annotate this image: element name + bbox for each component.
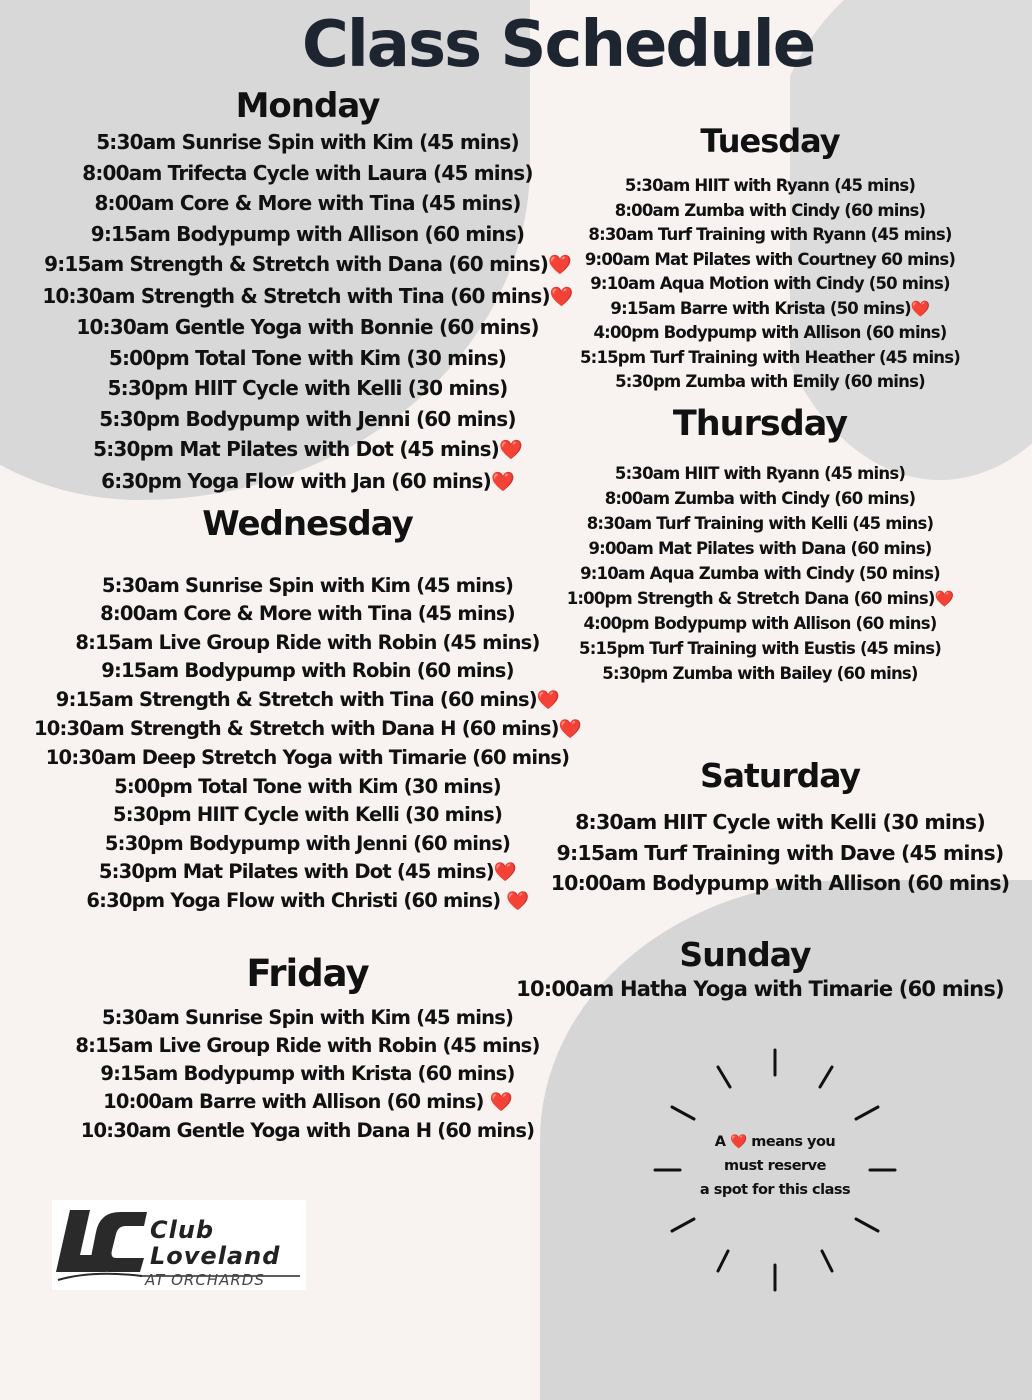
heart-icon: ❤️ xyxy=(558,719,581,741)
class-item xyxy=(20,127,595,158)
class-text: 9:00am Mat Pilates with Courtney 60 mins) xyxy=(584,249,956,269)
class-item xyxy=(20,158,595,189)
class-item xyxy=(20,744,595,772)
class-item xyxy=(20,1004,595,1032)
class-item xyxy=(545,636,975,661)
day-heading-thursday: Thursday xyxy=(672,404,848,444)
class-item xyxy=(545,511,975,536)
class-text: 8:00am Zumba with Cindy (60 mins) xyxy=(604,489,916,508)
logo-orchards-text: AT ORCHARDS xyxy=(145,1271,265,1289)
class-text: 5:30pm HIIT Cycle with Kelli (30 mins) xyxy=(112,803,503,827)
class-item xyxy=(20,572,595,600)
class-item xyxy=(555,272,985,297)
class-item xyxy=(555,223,985,248)
class-text: 10:00am Bodypump with Allison (60 mins) xyxy=(550,871,1010,895)
class-item xyxy=(20,434,595,466)
legend-line-3: a spot for this class xyxy=(699,1182,851,1198)
class-item xyxy=(20,219,595,250)
class-text: 8:00am Core & More with Tina (45 mins) xyxy=(94,191,521,215)
class-text: 9:10am Aqua Zumba with Cindy (50 mins) xyxy=(580,564,940,583)
class-text: 9:00am Mat Pilates with Dana (60 mins) xyxy=(588,539,932,558)
legend-line-2: must reserve xyxy=(724,1158,826,1174)
heart-icon: ❤️ xyxy=(506,891,529,913)
class-text: 10:30am Strength & Stretch with Dana H (60 mins) xyxy=(33,717,559,741)
class-item xyxy=(555,199,985,224)
class-text: 8:00am Trifecta Cycle with Laura (45 mins) xyxy=(82,160,533,185)
class-text: 8:30am HIIT Cycle with Kelli (30 mins) xyxy=(575,810,985,834)
class-text: 10:30am Gentle Yoga with Bonnie (60 mins) xyxy=(76,315,539,339)
class-text: 5:15pm Turf Training with Heather (45 mins) xyxy=(579,347,961,367)
class-text: 10:00am Hatha Yoga with Timarie (60 mins) xyxy=(516,977,1004,1001)
legend-suffix: means you xyxy=(751,1134,836,1150)
class-text: 5:30pm Bodypump with Jenni (60 mins) xyxy=(104,831,511,855)
class-item xyxy=(20,404,595,435)
logo-loveland-text: Loveland xyxy=(150,1242,281,1270)
class-text: 5:30pm Mat Pilates with Dot (45 mins) xyxy=(98,860,494,884)
heart-icon: ❤️ xyxy=(730,1134,747,1150)
class-text: 5:30am HIIT with Ryann (45 mins) xyxy=(624,176,916,195)
class-text: 9:15am Strength & Stretch with Dana (60 mins) xyxy=(44,252,549,276)
class-text: 8:15am Live Group Ride with Robin (45 mins) xyxy=(75,1034,540,1057)
class-text: 10:00am Barre with Allison (60 mins) xyxy=(103,1090,490,1113)
class-item xyxy=(555,321,985,346)
class-text: 10:30am Strength & Stretch with Tina (60 mins) xyxy=(42,283,550,308)
class-text: 10:30am Gentle Yoga with Dana H (60 mins) xyxy=(80,1119,535,1142)
class-item xyxy=(20,1117,595,1145)
class-item xyxy=(555,346,985,371)
class-item xyxy=(20,686,595,715)
class-text: 4:00pm Bodypump with Allison (60 mins) xyxy=(583,614,937,633)
class-item xyxy=(20,801,595,829)
class-text: 5:00pm Total Tone with Kim (30 mins) xyxy=(108,345,507,370)
heart-icon: ❤️ xyxy=(549,285,573,308)
class-item xyxy=(545,461,975,486)
class-text: 6:30pm Yoga Flow with Christi (60 mins) xyxy=(86,889,507,913)
class-list-sunday xyxy=(500,974,1020,1004)
class-item xyxy=(545,611,975,636)
class-item xyxy=(20,466,595,498)
class-text: 9:15am Strength & Stretch with Tina (60 mins) xyxy=(55,687,537,711)
class-text: 1:00pm Strength & Stretch Dana (60 mins) xyxy=(566,589,935,608)
day-heading-sunday: Sunday xyxy=(679,935,811,974)
class-item xyxy=(20,629,595,657)
class-item xyxy=(545,561,975,586)
class-list-friday xyxy=(20,1004,595,1145)
class-item xyxy=(540,868,1020,899)
class-item xyxy=(20,830,595,858)
class-item xyxy=(555,297,985,322)
page-title: Class Schedule xyxy=(301,8,815,82)
class-text: 10:30am Deep Stretch Yoga with Timarie (60 mins) xyxy=(45,746,570,770)
heart-icon: ❤️ xyxy=(934,589,954,608)
class-text: 9:10am Aqua Motion with Cindy (50 mins) xyxy=(590,274,950,293)
class-text: 9:15am Bodypump with Krista (60 mins) xyxy=(100,1062,515,1085)
class-item xyxy=(545,586,975,611)
class-text: 9:15am Barre with Krista (50 mins) xyxy=(610,298,911,318)
class-item xyxy=(20,249,595,281)
class-list-wednesday xyxy=(20,572,595,917)
class-item xyxy=(20,715,595,744)
class-text: 9:15am Bodypump with Robin (60 mins) xyxy=(101,659,514,683)
legend-prefix: A xyxy=(714,1134,726,1150)
day-heading-tuesday: Tuesday xyxy=(700,122,840,160)
logo-club-text: Club xyxy=(150,1216,215,1244)
class-text: 5:30am HIIT with Ryann (45 mins) xyxy=(614,464,906,483)
class-text: 8:15am Live Group Ride with Robin (45 mins) xyxy=(75,630,540,654)
class-text: 8:30am Turf Training with Kelli (45 mins) xyxy=(586,514,934,533)
class-item xyxy=(20,1060,595,1088)
class-text: 9:15am Bodypump with Allison (60 mins) xyxy=(90,221,525,246)
class-text: 8:00am Zumba with Cindy (60 mins) xyxy=(614,200,926,220)
day-heading-wednesday: Wednesday xyxy=(202,504,413,544)
class-text: 5:15pm Turf Training with Eustis (45 mins) xyxy=(579,639,941,658)
heart-icon: ❤️ xyxy=(910,298,930,318)
class-item xyxy=(20,188,595,219)
class-item xyxy=(20,373,595,404)
reserve-legend xyxy=(680,1130,870,1202)
class-text: 5:30am Sunrise Spin with Kim (45 mins) xyxy=(101,1006,514,1029)
heart-icon: ❤️ xyxy=(489,1092,512,1113)
class-item xyxy=(20,858,595,887)
class-text: 8:30am Turf Training with Ryann (45 mins) xyxy=(588,225,952,244)
class-text: 6:30pm Yoga Flow with Jan (60 mins) xyxy=(101,468,491,493)
heart-icon: ❤️ xyxy=(493,862,517,884)
day-heading-friday: Friday xyxy=(246,952,369,995)
class-item xyxy=(20,343,595,374)
heart-icon: ❤️ xyxy=(491,470,514,493)
class-item xyxy=(20,773,595,801)
class-text: 5:30pm Zumba with Bailey (60 mins) xyxy=(602,664,918,683)
class-text: 5:30am Sunrise Spin with Kim (45 mins) xyxy=(101,574,514,597)
class-item xyxy=(555,370,985,395)
class-item xyxy=(20,312,595,343)
class-item xyxy=(540,807,1020,838)
class-item xyxy=(20,1088,595,1117)
class-text: 8:00am Core & More with Tina (45 mins) xyxy=(100,602,515,626)
class-text: 5:30pm Bodypump with Jenni (60 mins) xyxy=(99,406,516,431)
class-text: 9:15am Turf Training with Dave (45 mins) xyxy=(556,840,1004,865)
class-item xyxy=(545,486,975,511)
heart-icon: ❤️ xyxy=(499,439,522,461)
class-list-monday xyxy=(20,127,595,497)
day-heading-monday: Monday xyxy=(235,86,380,126)
class-list-thursday xyxy=(545,461,975,686)
class-item xyxy=(555,248,985,273)
class-item xyxy=(20,1032,595,1060)
class-text: 5:30pm HIIT Cycle with Kelli (30 mins) xyxy=(107,376,508,400)
class-text: 5:30pm Mat Pilates with Dot (45 mins) xyxy=(93,437,500,461)
class-item xyxy=(545,536,975,561)
class-item xyxy=(555,174,985,199)
heart-icon: ❤️ xyxy=(548,254,571,276)
class-text: 5:00pm Total Tone with Kim (30 mins) xyxy=(114,774,501,798)
class-text: 5:30am Sunrise Spin with Kim (45 mins) xyxy=(96,130,519,154)
class-item xyxy=(20,657,595,685)
class-list-tuesday xyxy=(555,174,985,395)
day-heading-saturday: Saturday xyxy=(700,756,860,795)
class-item xyxy=(20,281,595,313)
class-text: 4:00pm Bodypump with Allison (60 mins) xyxy=(593,323,947,342)
heart-icon: ❤️ xyxy=(536,689,560,711)
class-item xyxy=(540,838,1020,869)
class-item xyxy=(20,600,595,628)
class-item xyxy=(20,887,595,916)
class-list-saturday xyxy=(540,807,1020,899)
class-item xyxy=(500,974,1020,1004)
class-item xyxy=(545,661,975,686)
class-text: 5:30pm Zumba with Emily (60 mins) xyxy=(615,372,925,391)
